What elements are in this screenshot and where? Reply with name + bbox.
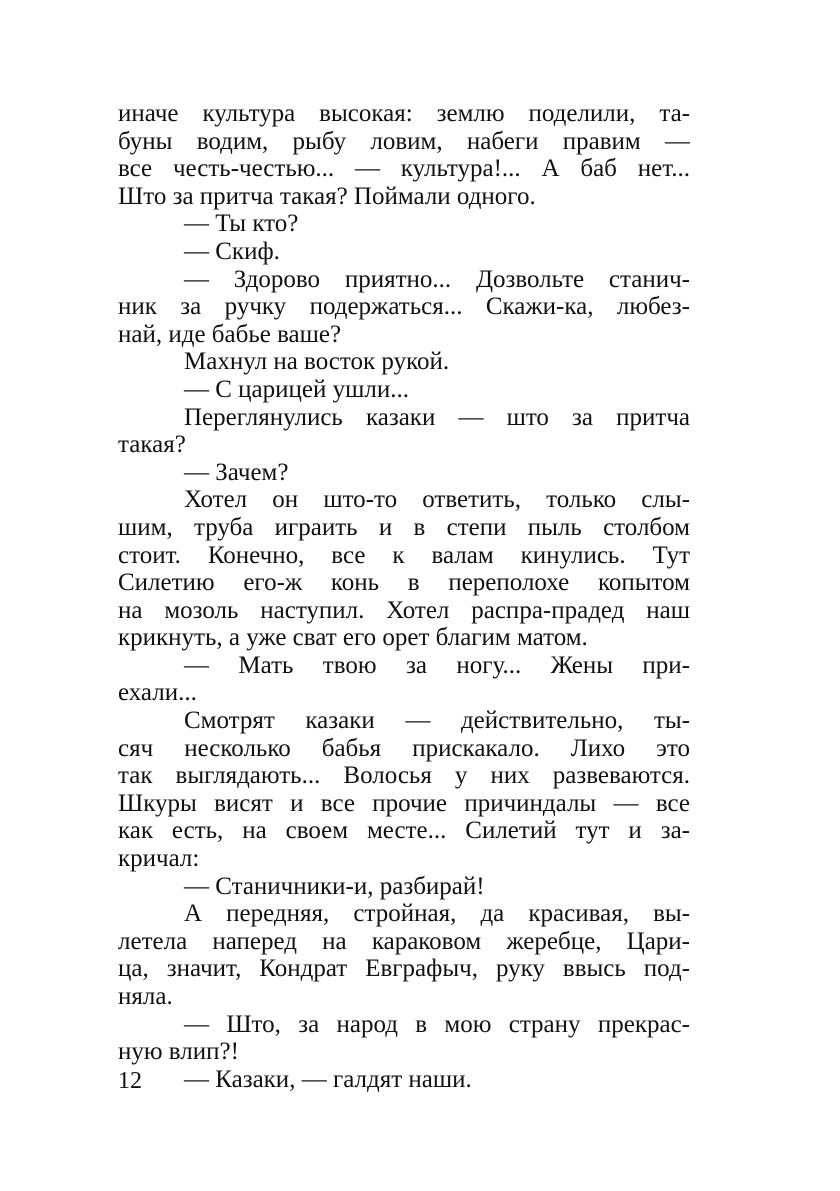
text-line: — Здорово приятно... Дозвольте станич- xyxy=(184,265,690,293)
text-line: ную влип?! xyxy=(118,1038,239,1066)
text-line: няла. xyxy=(118,983,173,1010)
page-number: 12 xyxy=(118,1068,142,1094)
text-line: такая? xyxy=(118,431,186,459)
text-line: иначе культура высокая: землю поделили, та- xyxy=(118,100,690,127)
text-line: как есть, на своем месте... Силетий тут и за- xyxy=(118,817,690,845)
text-line: ехали... xyxy=(118,679,197,707)
text-line: Силетию его-ж конь в переполохе копытом xyxy=(118,569,690,597)
text-line: — Мать твою за ногу... Жены при- xyxy=(184,651,690,679)
text-line: — Казаки, — галдят наши. xyxy=(184,1065,472,1093)
text-line: Махнул на восток рукой. xyxy=(184,348,450,376)
text-line: крикнуть, а уже сват его орет благим матом. xyxy=(118,624,588,652)
text-line: А передняя, стройная, да красивая, вы- xyxy=(184,900,690,928)
text-line: на мозоль наступил. Хотел распра-прадед наш xyxy=(118,596,690,624)
text-line: Хотел он што-то ответить, только слы- xyxy=(184,486,690,514)
text-line: — Скиф. xyxy=(184,237,280,265)
text-line: Смотрят казаки — действительно, ты- xyxy=(184,707,690,735)
text-line: летела наперед на караковом жеребце, Цари- xyxy=(118,927,690,955)
text-line: най, иде бабье ваше? xyxy=(118,320,342,348)
text-line: все честь-честью... — культура!... А баб нет... xyxy=(118,155,690,183)
text-line: — Што, за народ в мою страну прекрас- xyxy=(184,1010,690,1038)
page-text xyxy=(118,100,690,1093)
text-line: буны водим, рыбу ловим, набеги правим — xyxy=(118,127,690,155)
text-line: — Ты кто? xyxy=(184,210,299,238)
text-line: стоит. Конечно, все к валам кинулись. Тут xyxy=(118,541,690,569)
text-line: Шкуры висят и все прочие причиндалы — все xyxy=(118,789,690,817)
text-line: сяч несколько бабья прискакало. Лихо это xyxy=(118,734,690,762)
text-line: ца, значит, Кондрат Евграфыч, руку ввысь под- xyxy=(118,955,690,983)
text-line: Переглянулись казаки — што за притча xyxy=(184,403,690,431)
text-line: ник за ручку подержаться... Скажи-ка, любез- xyxy=(118,293,690,321)
text-line: — Станичники-и, разбирай! xyxy=(184,872,485,900)
text-line: — С царицей ушли... xyxy=(184,375,409,403)
text-line: — Зачем? xyxy=(184,458,289,486)
text-line: кричал: xyxy=(118,845,200,873)
text-line: так выглядають... Волосья у них развеваются. xyxy=(118,762,690,790)
text-line: Што за притча такая? Поймали одного. xyxy=(118,182,536,210)
text-line: шим, труба играить и в степи пыль столбом xyxy=(118,513,690,541)
